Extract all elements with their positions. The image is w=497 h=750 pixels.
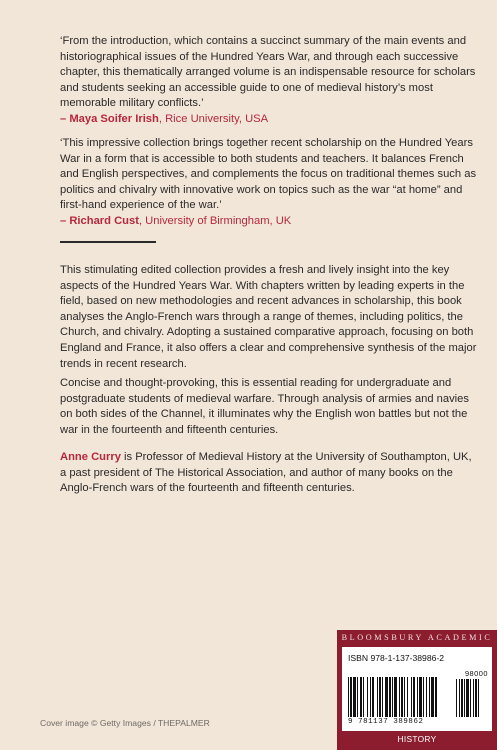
- quote-text: ‘This impressive collection brings together recent scholarship on the Hundred Years War in a form that is accessible to both students and teachers. It balances French and English perspectives, and complements the focus on traditional themes such as politics and chivalry with innovative work on topics such as the war “at home” and first-hand experience of the war.’: [60, 137, 477, 212]
- blurb-paragraph-1: This stimulating edited collection provides a fresh and lively insight into the key aspects of the Hundred Years War. With chapters written by leading experts in the field, based on new methodologies and recent advances in scholarship, this book analyses the Anglo-French wars through a range of themes, including politics, the Church, and chivalry. Adopting a sustained comparative approach, focusing on both England and France, it also offers a clear and comprehensive synthesis of the major trends in recent research.: [60, 264, 477, 370]
- price-code: 98000: [464, 669, 488, 678]
- reviewer-institution: , Rice University, USA: [158, 112, 269, 125]
- review-quote-2: [60, 136, 480, 230]
- quote-attribution: [60, 214, 480, 230]
- barcode-digits: 9 781137 389862: [348, 718, 424, 726]
- quote-attribution: [60, 112, 480, 128]
- author-name: Anne Curry: [60, 451, 121, 463]
- section-divider: [60, 241, 156, 243]
- reviewer-name: – Richard Cust: [60, 214, 139, 227]
- reviewer-institution: , University of Birmingham, UK: [138, 214, 292, 227]
- author-bio-text: is Professor of Medieval History at the University of Southampton, UK, a past president of The Historical Association, and author of many books on the Anglo-French wars of the fourteenth and fifteenth centuries.: [60, 451, 472, 495]
- blurb-paragraph-2: Concise and thought-provoking, this is essential reading for undergraduate and postgraduate students of medieval warfare. Through analysis of armies and navies on both sides of the Channel, it illuminates why the English won battles but not the war in the fourteenth and fifteenth centuries.: [60, 377, 469, 436]
- reviewer-name: – Maya Soifer Irish: [60, 112, 159, 125]
- isbn-label: ISBN 978-1-137-38986-2: [348, 653, 445, 663]
- category-label: HISTORY: [397, 734, 437, 744]
- publisher-name: BLOOMSBURY ACADEMIC: [341, 633, 493, 642]
- publisher-panel: [337, 630, 497, 750]
- cover-image-credit: Cover image © Getty Images / THEPALMER: [40, 718, 210, 728]
- author-bio: [60, 450, 480, 497]
- barcode-icon: [348, 677, 486, 717]
- quote-text: ‘From the introduction, which contains a succinct summary of the main events and historiographical issues of the Hundred Years War, and through each successive chapter, this thematically arranged volume is an indispensable resource for scholars and students seeking an accessible guide to one of medieval history’s most memorable military conflicts.’: [60, 35, 476, 110]
- barcode-box: [342, 647, 492, 731]
- review-quote-1: [60, 34, 480, 128]
